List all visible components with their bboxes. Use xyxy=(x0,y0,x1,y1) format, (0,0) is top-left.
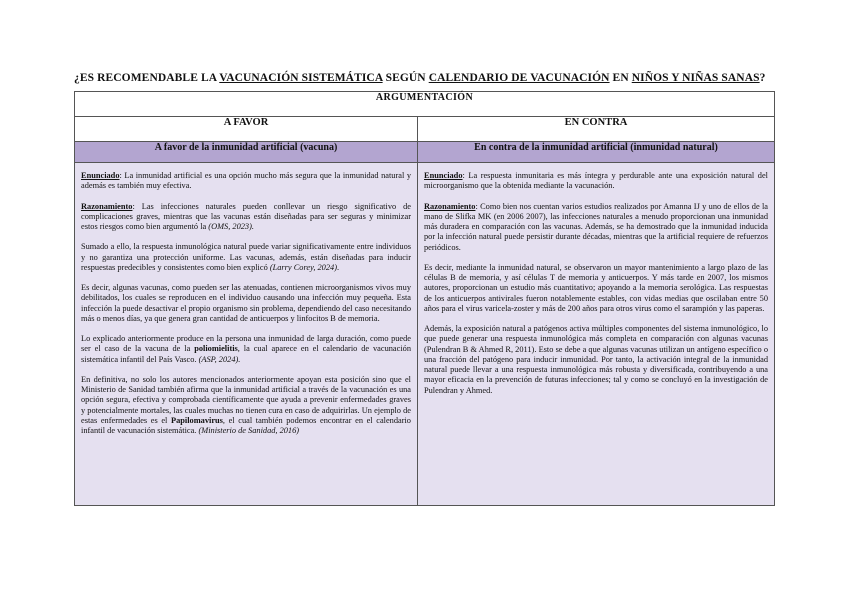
citation: (Larry Corey, 2024) xyxy=(269,262,337,272)
statement-label: Enunciado xyxy=(81,171,120,180)
paragraph-text: : La respuesta inmunitaria es más íntegra y perdurable ante una exposición natural del microorganismo que la obtenida mediante la vacunación. xyxy=(424,171,768,191)
citation: (OMS, 2023). xyxy=(208,222,254,231)
argumentation-table xyxy=(74,91,775,506)
favor-cell xyxy=(75,163,418,506)
paragraph-text: Lo explicado anteriormente produce en la persona una inmunidad de larga duración, como puede ser el caso de la vacuna de la xyxy=(81,334,411,354)
reasoning-label: Razonamiento xyxy=(81,201,133,211)
title-text: SEGÚN xyxy=(382,72,429,84)
title-text: EN xyxy=(609,72,632,84)
page-title xyxy=(74,72,774,84)
highlighted-term: Papilomavirus xyxy=(170,415,223,425)
title-underlined-term: CALENDARIO DE VACUNACIÓN xyxy=(428,72,610,84)
favor-paragraph-statement xyxy=(81,171,411,192)
highlighted-term: poliomielitis xyxy=(194,344,238,354)
favor-paragraph-5 xyxy=(81,334,411,365)
contra-paragraph-4: Además, la exposición natural a patógenos activa múltiples componentes del sistema inmunológico, lo que puede generar una respuesta inmunológica más completa en comparación con algunas vacunas (Pulendran B & Ahmed R, 2011). Esto se debe a que algunas vacunas utilizan un antígeno específico o una fracción del patógeno para inducir inmunidad. Por tanto, la activación integral de la inmunidad natural puede llevar a una respuesta inmunológica más robusta y diversificada, contribuyendo a una mayor eficacia en la prevención de futuras infecciones; tal y como se concluyó en la investigación de Pulendran y Ahmed. xyxy=(424,324,768,395)
paragraph-text: En definitiva, no solo los autores mencionados anteriormente apoyan esta posición sino que el Ministerio de Sanidad también afirma que la inmunidad artificial a través de la vacunación es una opción segura, efectiva y comprobada científicamente que ayuda a prevenir enfermedades graves y potencialmente mortales, las cuales muchas no tienen cura en caso de adquirirlas. Un ejemplo de estas enfermedades es el xyxy=(81,374,411,425)
favor-paragraph-4: Es decir, algunas vacunas, como pueden ser las atenuadas, contienen microorganismos vivos muy debilitados, los cuales se reproducen en el individuo causando una infección muy pequeña. Esta infección la puede desactivar el propio organismo sin problema, dependiendo del caso necesitando más o menos días, ya que genera gran cantidad de anticuerpos y linfocitos B de memoria. xyxy=(81,283,411,323)
statement-label: Enunciado xyxy=(424,171,463,180)
paragraph-text: , el cual también podemos encontrar en el calendario infantil de vacunación sistemática. xyxy=(81,415,411,435)
paragraph-text: : La inmunidad artificial es una opción mucho más segura que la inmunidad natural y además es también muy efectiva. xyxy=(81,171,411,191)
subheader-row xyxy=(75,142,775,163)
subheader-favor: A favor de la inmunidad artificial (vacuna) xyxy=(75,142,418,163)
column-header-row xyxy=(75,117,775,142)
column-header-favor: A FAVOR xyxy=(75,117,418,142)
paragraph-text: Sumado a ello, la respuesta inmunológica natural puede variar significativamente entre individuos y no garantiza una protección uniforme. Las vacunas, además, están diseñadas para inducir respuestas predecibles y consistentes como bien explicó xyxy=(81,242,411,272)
citation: (Ministerio de Sanidad, 2016) xyxy=(198,426,300,435)
contra-paragraph-3: Es decir, mediante la inmunidad natural, se observaron un mayor mantenimiento a largo plazo de las células B de memoria, y así células T de memoria y anticuerpos. Y más tarde en 2007, los mismos autores, proporcionan un estudio más cuantitativo; apoyando a la memoria serológica. Las respuestas de los anticuerpos antivirales fueron notablemente estables, con vidas medias que oscilaban entre 50 años para el virus varicela-zoster y más de 200 años para otros virus como el sarampión y las paperas. xyxy=(424,262,768,313)
reasoning-label: Razonamiento xyxy=(424,201,476,211)
content-row xyxy=(75,163,775,506)
paragraph-text: : Las infecciones naturales pueden conllevar un riesgo significativo de complicaciones graves, mientras que las vacunas están diseñadas para ser seguras y minimizar estos riesgos como bien argumentó la xyxy=(81,201,411,231)
contra-paragraph-statement xyxy=(424,171,768,192)
title-underlined-term: NIÑOS Y NIÑAS SANAS xyxy=(631,72,760,84)
subheader-contra: En contra de la inmunidad artificial (inmunidad natural) xyxy=(418,142,775,163)
contra-cell xyxy=(418,163,775,506)
contra-paragraph-reasoning xyxy=(424,202,768,253)
favor-paragraph-6 xyxy=(81,375,411,437)
table-header: ARGUMENTACIÓN xyxy=(75,92,775,117)
favor-paragraph-reasoning xyxy=(81,202,411,233)
favor-paragraph-3 xyxy=(81,242,411,273)
title-underlined-term: VACUNACIÓN SISTEMÁTICA xyxy=(219,72,383,84)
paragraph-text: . xyxy=(336,262,340,272)
paragraph-text: , la cual aparece en el calendario de vacunación sistemática infantil del País Vasco. xyxy=(81,344,411,364)
column-header-contra: EN CONTRA xyxy=(418,117,775,142)
title-text: ¿ES RECOMENDABLE LA xyxy=(74,72,220,84)
citation: (ASP, 2024). xyxy=(198,354,241,364)
paragraph-text: : Como bien nos cuentan varios estudios realizados por Amanna IJ y uno de ellos de la mano de Slifka MK (en 2006 2007), las infecciones naturales a menudo proporcionan una inmunidad más duradera en comparación con las vacunas. Además, se ha demostrado que la inmunidad inducida por la infección natural puede persistir durante décadas, mientras que la artificial requiere de refuerzos periódicos. xyxy=(424,201,768,252)
title-text: ? xyxy=(759,72,766,84)
table-header-row xyxy=(75,92,775,117)
